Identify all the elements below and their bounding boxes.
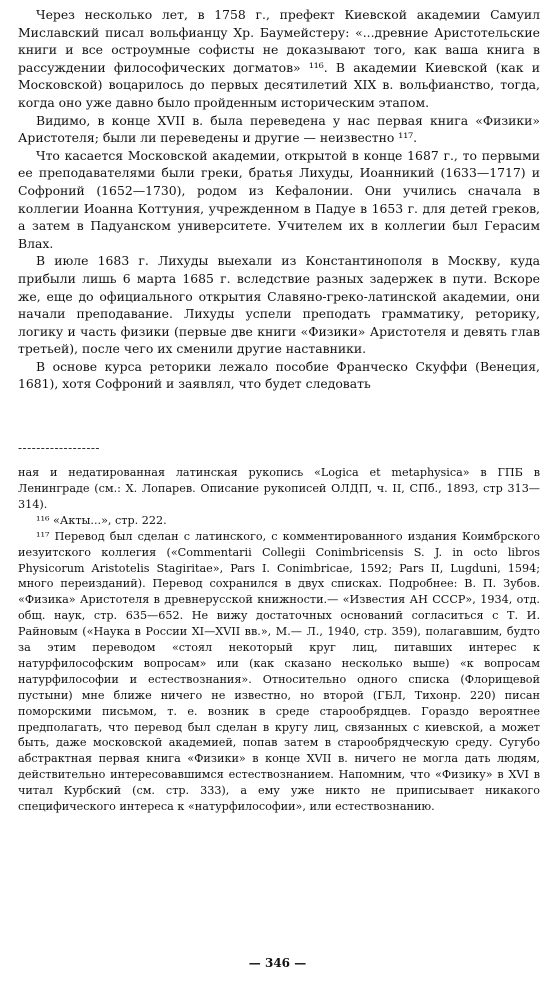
paragraph-mislavsky: Через несколько лет, в 1758 г., префект Киевской академии Самуил Миславский писал вольфианцу Хр. Баумейстеру: «...древние Аристотельские книги и все остроумные софисты не доказывают того, как ваша книга в рассуждении философических догматов» ¹¹⁶. В академии Киевской (как и Московской) воцарилось до первых десятилетий XIX в. вольфианство, тогда, когда оно уже давно было пройденным историческим этапом. [18, 7, 540, 110]
paragraph-physics-translation: Видимо, в конце XVII в. была переведена у нас первая книга «Физики» Аристотеля; были ли переведены и другие — неизвестно ¹¹⁷. [18, 112, 540, 146]
footnote-continuation: ная и недатированная латинская рукопись «Logica et metaphysica» в ГПБ в Ленинграде (см.: Х. Лопарев. Описание рукописей ОЛДП, ч. II, СПб., 1893, стр 313—314). [18, 466, 540, 511]
footnotes [18, 465, 540, 815]
footnote-117: ¹¹⁷ Перевод был сделан с латинского, с комментированного издания Коимбрского иезуитского коллегия («Commentarii Collegii Conimbricensis S. J. in octo libros Physicorum Aristotelis Stagiritae», Pars I. Conimbricae, 1592; Pars II, Lugduni, 1594; много переизданий). Перевод сохранился в двух списках. Подробнее: В. П. Зубов. «Физика» Аристотеля в древнерусской книжности.— «Известия АН СССР», 1934, отд. общ. наук, стр. 635—652. Не вижу достаточных оснований согласиться с Т. И. Райновым («Наука в России XI—XVII вв.», М.— Л., 1940, стр. 359), полагавшим, будто за этим переводом «стоял некоторый круг лиц, питавших интерес к натурфилософским вопросам» или (как сказано несколько выше) «к вопросам натурфилософии и естествознания». Относительно одного списка (Флорищевой пустыни) мне ближе ничего не известно, но второй (ГБЛ, Тихонр. 220) писан поморскими письмом, т. е. возник в среде старообрядцев. Гораздо вероятнее предполагать, что перевод был сделан в кругу лиц, связанных с киевской, а может быть, даже московской академией, попав затем в старообрядческую среду. Сугубо абстрактная первая книга «Физики» в конце XVII в. ничего не могла дать людям, действительно интересовавшимся естествознанием. Напомним, что «Физику» в XVI в читал Курбский (см. стр. 333), а ему уже никто не приписывает никакого специфического интереса к «натурфилософии», или естествознанию. [18, 529, 540, 814]
footnote-116: ¹¹⁶ «Акты...», стр. 222. [36, 513, 167, 527]
main-text [18, 6, 540, 393]
paragraph-rhetoric-course: В основе курса реторики лежало пособие Франческо Скуффи (Венеция, 1681), хотя Софроний и заявлял, что будет следовать [18, 358, 540, 392]
paragraph-moscow-academy: Что касается Московской академии, открытой в конце 1687 г., то первыми ее преподавателями были греки, братья Лихуды, Иоанникий (1633—1717) и Софроний (1652—1730), родом из Кефалонии. Они учились сначала в коллегии Иоанна Коттуния, учрежденном в Падуе в 1653 г. для детей греков, а затем в Падуанском университете. Учителем их в коллегии был Герасим Влах. [18, 147, 540, 251]
page-number: — 346 — [248, 956, 307, 970]
book-page [18, 6, 540, 815]
footnote-divider: ------------------ [18, 441, 100, 456]
paragraph-likhudy-journey: В июле 1683 г. Лихуды выехали из Константинополя в Москву, куда прибыли лишь 6 марта 1685 г. вследствие разных задержек в пути. Вскоре же, еще до официального открытия Славяно-греко-латинской академии, они начали преподавание. Лихуды успели преподать грамматику, реторику, логику и часть физики (первые две книги «Физики» Аристотеля и девять глав третьей), после чего их сменили другие наставники. [18, 253, 540, 357]
